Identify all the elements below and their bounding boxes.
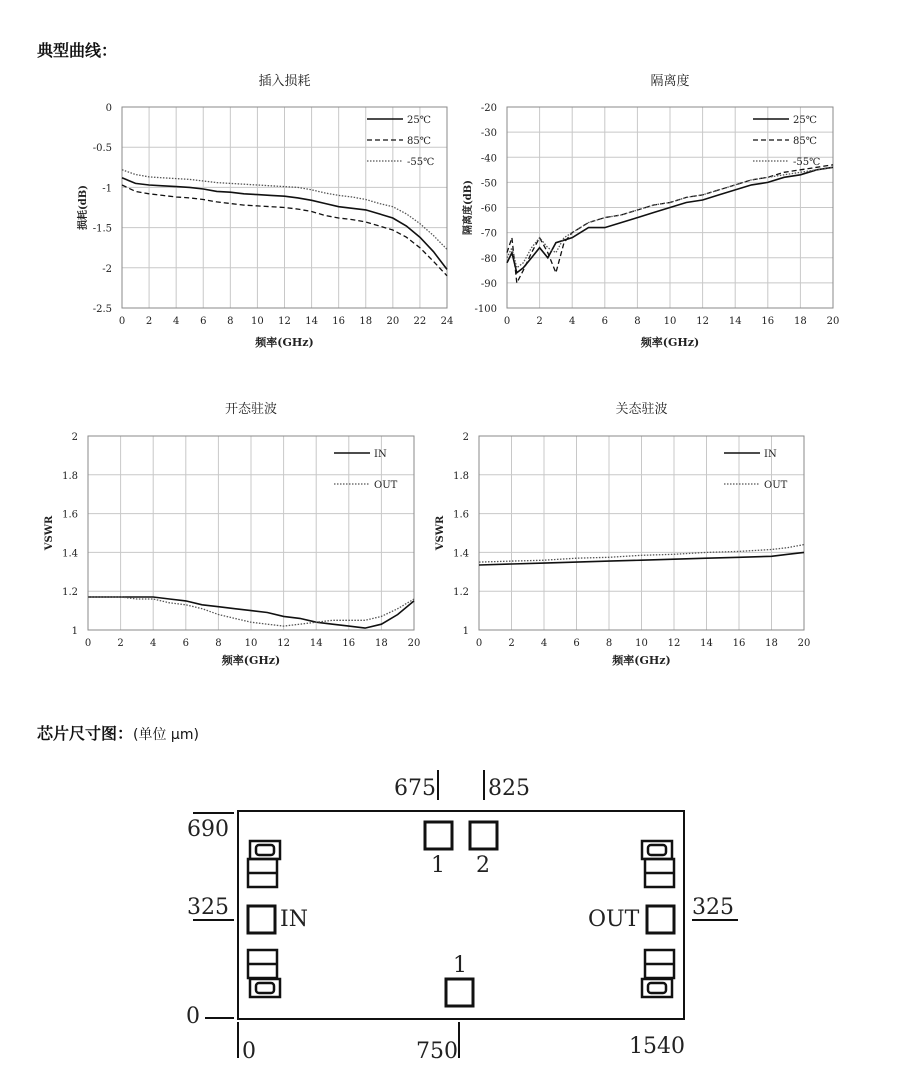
y-tick-label: 1.4 xyxy=(453,548,469,560)
chart-title: 开态驻波 xyxy=(224,402,278,417)
right-pad-group-bottom xyxy=(642,950,674,997)
pad-top-2-label: 2 xyxy=(476,853,490,878)
x-tick-label: 2 xyxy=(536,316,543,327)
x-axis-label: 频率(GHz) xyxy=(221,654,281,667)
dim-825: 825 xyxy=(488,776,530,801)
x-tick-label: 8 xyxy=(215,638,222,649)
x-tick-label: 16 xyxy=(761,316,775,327)
chip-diagram xyxy=(0,760,901,1080)
x-tick-label: 18 xyxy=(359,316,373,327)
right-pad-group-top xyxy=(642,841,674,887)
y-tick-label: -30 xyxy=(480,128,497,140)
y-tick-label: -80 xyxy=(480,253,497,265)
legend-label: -55℃ xyxy=(793,157,821,168)
pad-out-label: OUT xyxy=(588,907,640,932)
y-axis-label: 隔离度(dB) xyxy=(463,180,474,235)
x-tick-label: 20 xyxy=(826,316,840,327)
x-tick-label: 20 xyxy=(407,638,421,649)
y-tick-label: 2 xyxy=(462,432,469,443)
y-axis-label: 损耗(dB) xyxy=(78,185,89,230)
chart-title: 隔离度 xyxy=(650,74,690,89)
x-tick-label: 0 xyxy=(118,316,126,327)
x-tick-label: 16 xyxy=(732,638,746,649)
legend-label: OUT xyxy=(764,480,788,491)
x-tick-label: 14 xyxy=(309,638,323,649)
x-tick-label: 4 xyxy=(172,316,180,327)
dim-690: 690 xyxy=(187,817,229,842)
chart-title: 插入损耗 xyxy=(258,74,311,89)
left-pad-group-bottom xyxy=(248,950,280,997)
x-axis-label: 频率(GHz) xyxy=(612,654,671,667)
x-tick-label: 2 xyxy=(117,638,124,649)
x-tick-label: 18 xyxy=(765,638,778,649)
x-tick-label: 14 xyxy=(700,638,713,649)
x-tick-label: 4 xyxy=(569,316,576,327)
x-tick-label: 10 xyxy=(244,638,258,649)
x-tick-label: 10 xyxy=(635,638,648,649)
x-tick-label: 8 xyxy=(634,316,641,327)
x-tick-label: 24 xyxy=(440,316,454,327)
x-tick-label: 8 xyxy=(605,638,613,649)
x-tick-label: 14 xyxy=(305,316,318,327)
pad-bottom-1 xyxy=(446,979,473,1006)
x-tick-label: 6 xyxy=(601,316,608,327)
y-tick-label: 1 xyxy=(71,626,78,637)
x-tick-label: 20 xyxy=(386,316,400,327)
pad-out xyxy=(647,906,674,933)
y-tick-label: -2.5 xyxy=(92,304,112,315)
x-tick-label: 12 xyxy=(278,316,291,327)
y-tick-label: 1 xyxy=(462,626,469,637)
x-tick-label: 8 xyxy=(227,316,234,327)
chip-unit: (单位 μm) xyxy=(133,727,199,743)
y-tick-label: 1.6 xyxy=(453,509,469,521)
y-tick-label: -1.5 xyxy=(92,223,112,235)
legend-label: 85℃ xyxy=(407,136,431,147)
y-tick-label: -50 xyxy=(480,178,497,190)
legend-label: 85℃ xyxy=(793,136,817,147)
y-tick-label: 1.2 xyxy=(453,587,469,599)
legend-label: 25℃ xyxy=(407,115,431,126)
pad-in-label: IN xyxy=(280,907,308,932)
section-title-chip xyxy=(37,721,199,744)
dim-675: 675 xyxy=(394,776,436,801)
chart-title: 关态驻波 xyxy=(615,402,668,417)
y-tick-label: 1.8 xyxy=(62,470,78,482)
x-tick-label: 4 xyxy=(540,638,548,649)
chart-svg xyxy=(430,396,830,686)
pad-top-2 xyxy=(470,822,497,849)
x-axis-label: 频率(GHz) xyxy=(255,336,314,349)
dim-325-right: 325 xyxy=(692,895,734,920)
x-tick-label: 6 xyxy=(200,316,207,327)
y-tick-label: 0 xyxy=(105,103,112,114)
chip-title-text: 芯片尺寸图： xyxy=(37,724,134,743)
y-tick-label: -0.5 xyxy=(92,143,112,155)
pad-bottom-1-label: 1 xyxy=(453,953,467,978)
left-pad-group-top xyxy=(248,841,280,887)
legend-label: OUT xyxy=(374,480,398,491)
dim-1540: 1540 xyxy=(629,1034,685,1059)
x-tick-label: 2 xyxy=(508,638,515,649)
x-tick-label: 16 xyxy=(342,638,356,649)
legend-label: IN xyxy=(764,449,777,460)
y-tick-label: -1 xyxy=(102,183,112,195)
x-tick-label: 0 xyxy=(503,316,511,327)
dim-325-left: 325 xyxy=(187,895,229,920)
pad-top-1-label: 1 xyxy=(431,853,445,878)
y-axis-label: VSWR xyxy=(44,515,55,551)
x-tick-label: 12 xyxy=(667,638,681,649)
dim-x0: 0 xyxy=(242,1039,256,1064)
section-title-curves: 典型曲线： xyxy=(37,41,118,60)
y-tick-label: -40 xyxy=(480,153,497,165)
x-tick-label: 22 xyxy=(413,316,427,327)
y-axis-label: VSWR xyxy=(435,515,446,551)
pad-top-1 xyxy=(425,822,452,849)
y-tick-label: 2 xyxy=(71,432,78,443)
x-tick-label: 6 xyxy=(182,638,189,649)
y-tick-label: -60 xyxy=(480,203,497,215)
x-tick-label: 12 xyxy=(696,316,709,327)
y-tick-label: 1.6 xyxy=(62,509,78,521)
x-tick-label: 2 xyxy=(145,316,153,327)
legend-label: -55℃ xyxy=(407,157,435,168)
x-tick-label: 6 xyxy=(573,638,580,649)
x-tick-label: 0 xyxy=(475,638,483,649)
y-tick-label: -70 xyxy=(480,228,497,240)
x-tick-label: 20 xyxy=(797,638,811,649)
dim-750: 750 xyxy=(416,1039,458,1064)
chart-insertion-loss xyxy=(60,68,460,358)
legend-label: IN xyxy=(374,449,387,460)
x-tick-label: 10 xyxy=(251,316,264,327)
x-tick-label: 0 xyxy=(84,638,92,649)
legend-label: 25℃ xyxy=(793,115,817,126)
pad-in xyxy=(248,906,275,933)
y-tick-label: 1.2 xyxy=(62,587,78,599)
x-tick-label: 14 xyxy=(728,316,742,327)
chart-svg xyxy=(60,68,460,358)
x-tick-label: 4 xyxy=(150,638,157,649)
x-tick-label: 10 xyxy=(663,316,677,327)
x-tick-label: 16 xyxy=(332,316,346,327)
chart-isolation xyxy=(455,68,855,358)
y-tick-label: -100 xyxy=(474,304,497,315)
x-tick-label: 18 xyxy=(375,638,388,649)
chart-svg xyxy=(40,396,440,686)
y-tick-label: -2 xyxy=(102,263,112,275)
x-axis-label: 频率(GHz) xyxy=(640,336,700,349)
chart-on-vswr xyxy=(40,396,440,686)
chart-off-vswr xyxy=(430,396,830,686)
x-tick-label: 12 xyxy=(277,638,290,649)
chart-svg xyxy=(455,68,855,358)
dim-y0: 0 xyxy=(186,1004,200,1029)
y-tick-label: 1.8 xyxy=(453,470,469,482)
y-tick-label: -90 xyxy=(480,278,497,290)
y-tick-label: -20 xyxy=(480,103,497,114)
x-tick-label: 18 xyxy=(794,316,807,327)
y-tick-label: 1.4 xyxy=(62,548,78,560)
